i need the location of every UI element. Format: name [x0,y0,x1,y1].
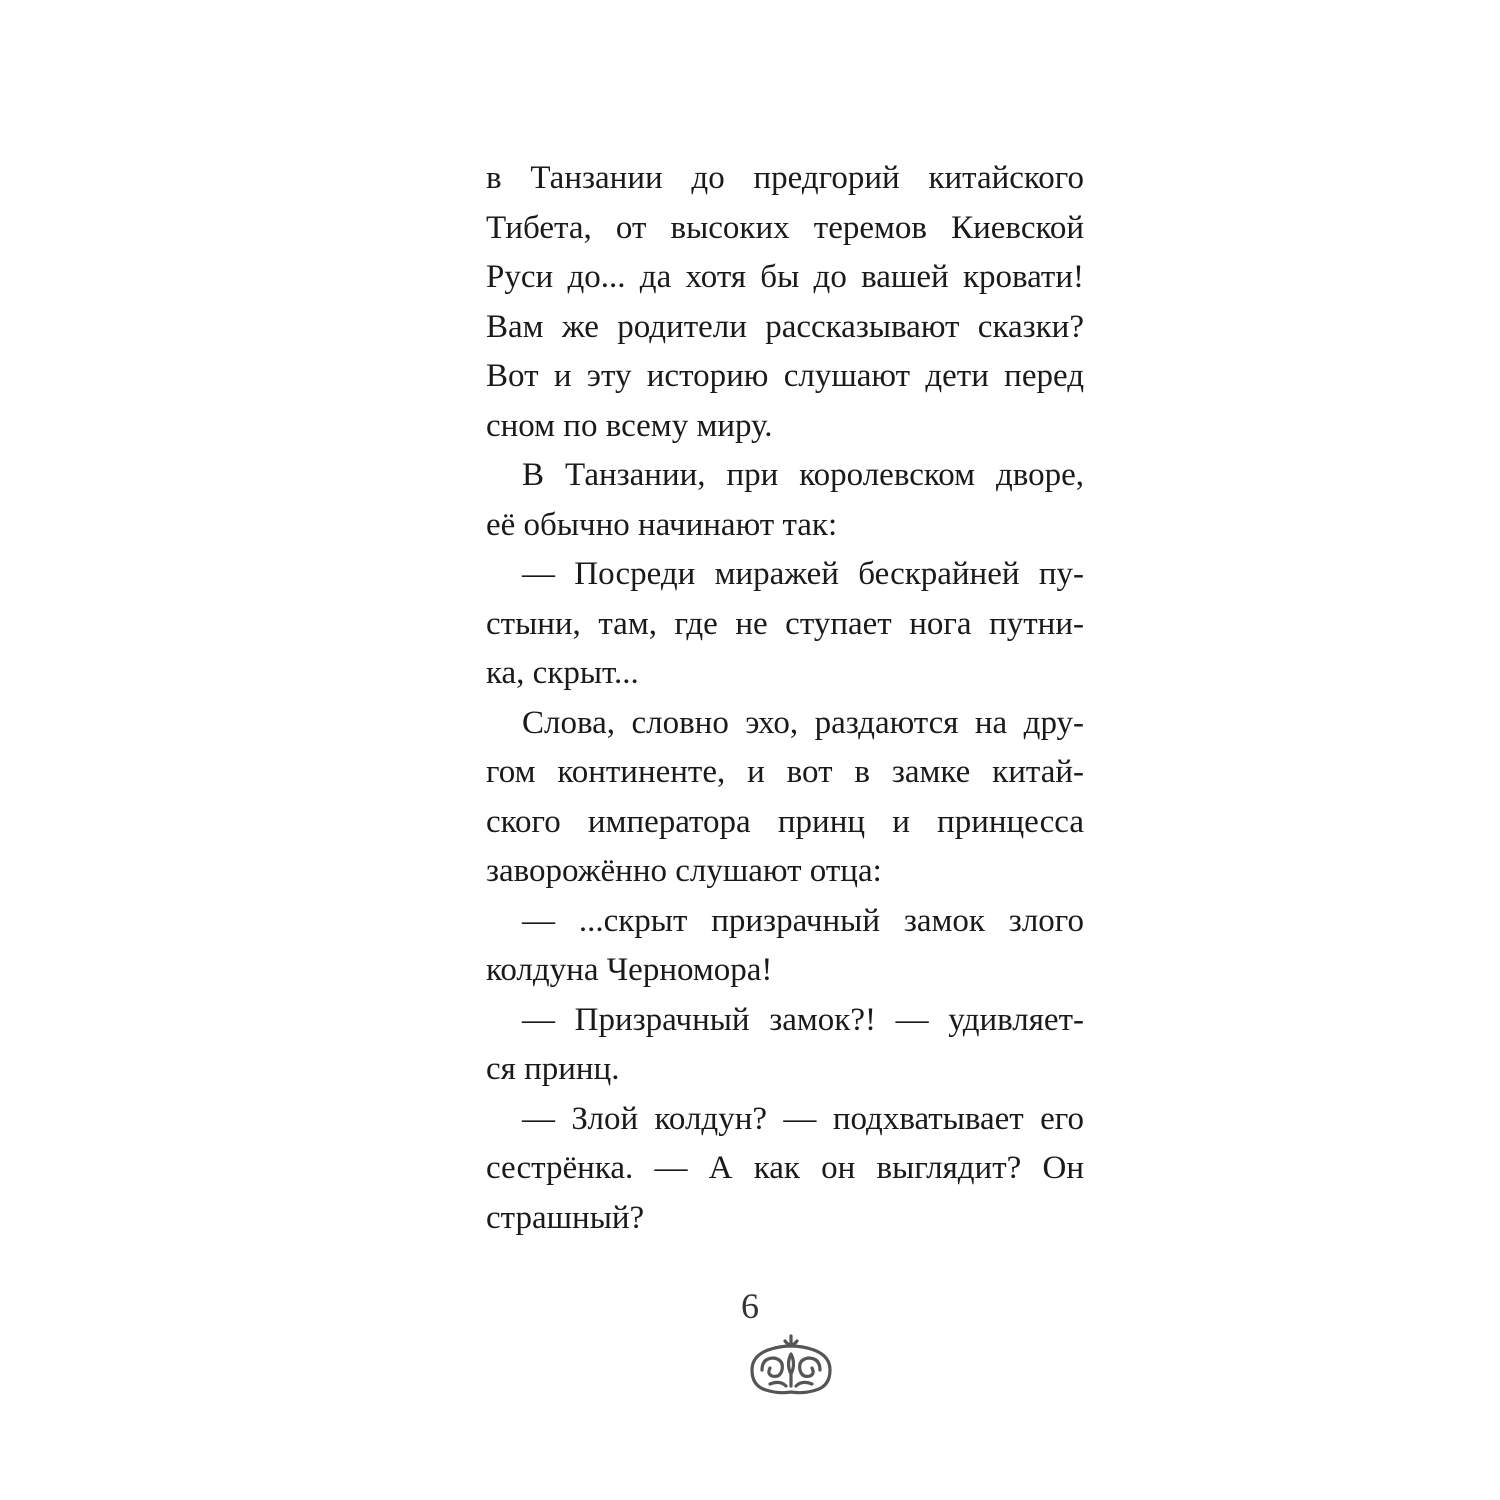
text-line: — ...скрыт призрачный замок злого [522,902,1084,939]
text-line: колдуна Черномора! [486,952,773,988]
text-line: Руси до... да хотя бы до вашей кровати! [486,259,1084,295]
body-text [486,154,1084,1243]
text-line: страшный? [486,1199,645,1236]
text-line: ся принц. [486,1051,620,1087]
text-line: — Призрачный замок?! — удивляет- [522,1001,1084,1038]
text-line: ского императора принц и принцесса [486,803,1084,840]
page-number: 6 [741,1286,759,1326]
text-line: Слова, словно эхо, раздаются на дру- [522,704,1084,741]
text-line: заворожённо слушают отца: [486,853,882,889]
text-line: — Злой колдун? — подхватывает его [522,1100,1084,1137]
floral-ornament-icon [748,1334,834,1396]
text-line: — Посреди миражей бескрайней пу- [522,556,1084,592]
text-line: В Танзании, при королевском дворе, [522,457,1084,493]
text-line: стыни, там, где не ступает нога путни- [486,605,1084,642]
text-line: ка, скрыт... [486,655,639,691]
text-line: сном по всему миру. [486,407,773,444]
text-line: в Танзании до предгорий китайского [486,160,1084,196]
text-line: её обычно начинают так: [486,506,838,543]
text-line: сестрёнка. — А как он выглядит? Он [486,1150,1084,1186]
text-line: Тибета, от высоких теремов Киевской [486,209,1084,246]
text-line: Вот и эту историю слушают дети перед [486,358,1084,394]
text-line: гом континенте, и вот в замке китай- [486,754,1084,790]
text-line: Вам же родители рассказывают сказки? [486,308,1084,345]
